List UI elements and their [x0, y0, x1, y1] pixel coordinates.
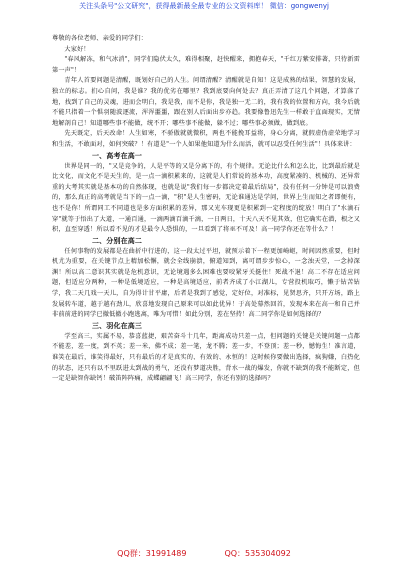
greeting: 大家好！ [64, 45, 90, 53]
intro-paragraph-2: 青年人首要问题是清醒，既划好自己的人生。问谓清醒？清醒就是自知！这是成熟的结果，智慧的发展，独立的标志。扪心自问，我是谁？我的优劣在哪里？我到底要向何处去？真正弄清了这几个问题，才算落了地，找到了自己的灵魂，进而会明白，我是我，而不是你，我是独一无二的，我有我的位置和方向，我今后就不能只指着一个惧羽随波逐流，浑浑噩噩，跟在别人后面出步亦趋。我要像鲁迅先生一样敢于直面现实，无情地解剖自己！知道哪些事不能做，统不开；哪些事不能做，躲不过；哪些事必须做，做到底。 [52, 77, 360, 127]
header-banner [0, 0, 408, 28]
section-title-1: 一、高考在高一 [92, 151, 143, 160]
document-body [52, 34, 360, 385]
section-2-paragraph: 任何事物的发展都是在曲折中行进的，这一段太过平坦，就预示着下一程更加崎岖，时间因然重要，但时机尤为重要，在关键节点上精加松懈，就会全线崩溃，俯道知到，离可谓步步惊心，一念浊天堂，一念掉深渊！所以高二意识其实就是危机意识，无论境遇多么困难也要咬紧牙关挺住！死战不退！高二不存在适应问题，但适应分两种，一种是低境适应，一种是高境适应，前者齐成了小江湖儿，专营投机取巧，懒于钻苦钻学，我二天几戏一天儿，自为得计甘平庸，后者是我到了感觉，定好位，对准标，见贤思齐，只开方场，路上发展转车道，越于越有劲儿，欣喜地发现自己原来可以如此优异！于高处幕然回首，发现本来在高一和自己并非前前进的同学已撤低撤小跑逃离，唯为可惜！如此分别，差在坚持！高二同学你是如何选择的？ [52, 247, 360, 319]
section-title-3: 三、羽化在高三 [92, 321, 143, 330]
intro-paragraph-3: 先天既定，后天改命！人生如寒，不骄傲就就微积，两也不能挽耳益将，身心分离，就假虚伪虚荣地学习和生活，不敢面对，如何突破？！有道是"一个人如果他知道为什么而活，就可以忍受任何生活"！具体来讲： [52, 130, 360, 148]
banner-text [54, 2, 354, 11]
qq-group-text: QQ群：31991489 [117, 549, 187, 558]
section-1-paragraph: 世界是同一的，"又是竞争的，人是平等的又是分离下的，有个规律。无论比什么和怎么比，比到最后就是比文化，而文化不是天生的，是一点一滴积累来的，这就是人们常说的基本功，高度紧凑的、机械的、还异常重的大考其实就是基本功的自然体现，也就是说"我们每一步都决定着最后结局"，没有任何一分钟是可以浪费的，那么真正的高考就是当下的一点一滴，"积"是人生密码，无论谁通达是学问，世界上生而知之者即便有，也不是你！所谓同工不同道也是多方面积累的差异，那又光车现更是积累到一定程度的绽放！明白了"水滴石穿"就等于悟出了大道，一通百通，一滴两滴百滴千滴，一日两日，十天八天不见其效，但它确实在潜，根之又积，直至穿透！所以看不见的才是最令人恐惧的，一旦看到了将巫不可及！高一同学你还在等什么？！ [52, 162, 360, 234]
section-title-2: 二、分别在高二 [92, 236, 143, 245]
intro-paragraph-1: "春风解冻，和气冰消"，同学们隐伏太久，难得相聚，赶快醒来，拥抱春天，"千红万紫安排著，只待新雷第一声"！ [52, 56, 360, 74]
footer-contact [0, 548, 408, 564]
qq-text: QQ：535304092 [224, 549, 291, 558]
banner-line-1: 关注头条号"公文研究"，获得最新最全最专业的公文资料库！ 微信：gongwenyj [79, 2, 329, 10]
salutation: 尊敬的各位老师、亲爱的同学们： [52, 35, 148, 42]
section-3-paragraph: 学至高三，实属不易，恭喜蓝捷，艰苦奋斗十几年，距离成功只差一点，但问题的关键是关键问题一点都不能差，差一度，到不英；差一米，佛不成；差一笔，龙不腾；差一步，不登顶；差一秒，憾悔生！准言道，谁笑在最后，谁笑得最好，只有最后的才是真实的、有效的、永恒的！这时候你要做出选择，疯狗嫌，白热化的状态，还只有以不里跃进太到战的勇气，还没有梦道决胜，背水一战的爆发，你就不缺到的我不能断定，但一定是缺智你缺钙！破笛阵阵痛，成蝶翩翩飞！高三同学，你还有别的选择吗？ [52, 332, 360, 383]
